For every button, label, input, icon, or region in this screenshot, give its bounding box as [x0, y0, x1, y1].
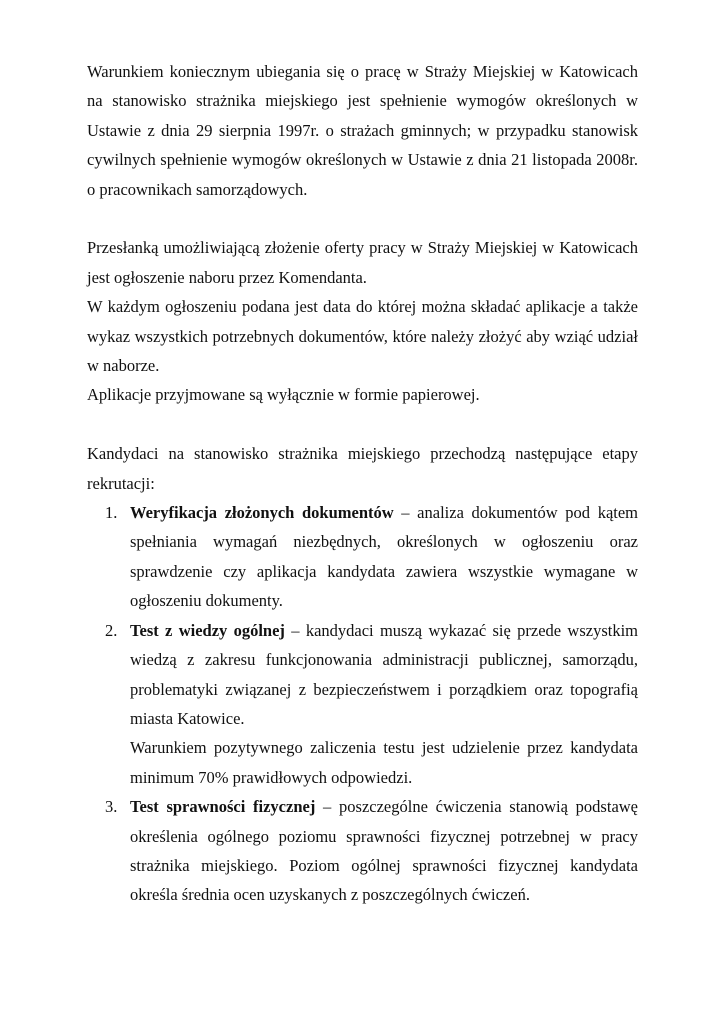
intro-paragraph: Warunkiem koniecznym ubiegania się o pracę w Straży Miejskiej w Katowicach na stanowisko strażnika miejskiego jest spełnienie wymogów określonych w Ustawie z dnia 29 sierpnia 1997r. o strażach gminnych; w przypadku stanowisk cywilnych spełnienie wymogów określonych w Ustawie z dnia 21 listopada 2008r. o pracownikach samorządowych. [87, 62, 638, 199]
paragraph-spacer [87, 410, 638, 439]
list-item [87, 616, 638, 792]
list-number: 2. [105, 620, 118, 640]
document-body [87, 57, 638, 910]
recruitment-stages-list [87, 498, 638, 910]
paragraph-spacer [87, 204, 638, 233]
list-number: 3. [105, 797, 118, 817]
stage-note: Warunkiem pozytywnego zaliczenia testu jest udzielenie przez kandydata minimum 70% prawidłowych odpowiedzi. [130, 738, 638, 787]
stage-title: Weryfikacja złożonych dokumentów [130, 503, 394, 523]
list-item [87, 792, 638, 910]
stage-title: Test z wiedzy ogólnej [130, 620, 285, 640]
list-item [87, 498, 638, 616]
list-number: 1. [105, 503, 118, 523]
stage-description: – analiza dokumentów pod kątem spełniania wymagań niezbędnych, określonych w ogłoszeniu oraz sprawdzenie czy aplikacja kandydata zawiera wszystkie wymagane w ogłoszeniu dokumenty. [130, 503, 639, 611]
offer-prerequisite-paragraph: Przesłanką umożliwiającą złożenie oferty pracy w Straży Miejskiej w Katowicach jest ogłoszenie naboru przez Komendanta. [87, 238, 638, 287]
stage-description: – kandydaci muszą wykazać się przede wszystkim wiedzą z zakresu funkcjonowania administracji publicznej, samorządu, problematyki związanej z bezpieczeństwem i porządkiem oraz topografią miasta Katowice. [130, 620, 638, 728]
stage-description: – poszczególne ćwiczenia stanowią podstawę określenia ogólnego poziomu sprawności fizycznej potrzebnej w pracy strażnika miejskiego. Poziom ogólnej sprawności fizycznej kandydata określa średnia ocen uzyskanych z poszczególnych ćwiczeń. [130, 797, 639, 905]
announcement-info-paragraph: W każdym ogłoszeniu podana jest data do której można składać aplikacje a także wykaz wszystkich potrzebnych dokumentów, które należy złożyć aby wziąć udział w naborze. [87, 297, 638, 376]
stage-title: Test sprawności fizycznej [130, 797, 316, 817]
recruitment-stages-intro: Kandydaci na stanowisko strażnika miejskiego przechodzą następujące etapy rekrutacji: [87, 444, 638, 493]
paper-form-paragraph: Aplikacje przyjmowane są wyłącznie w formie papierowej. [87, 385, 480, 405]
